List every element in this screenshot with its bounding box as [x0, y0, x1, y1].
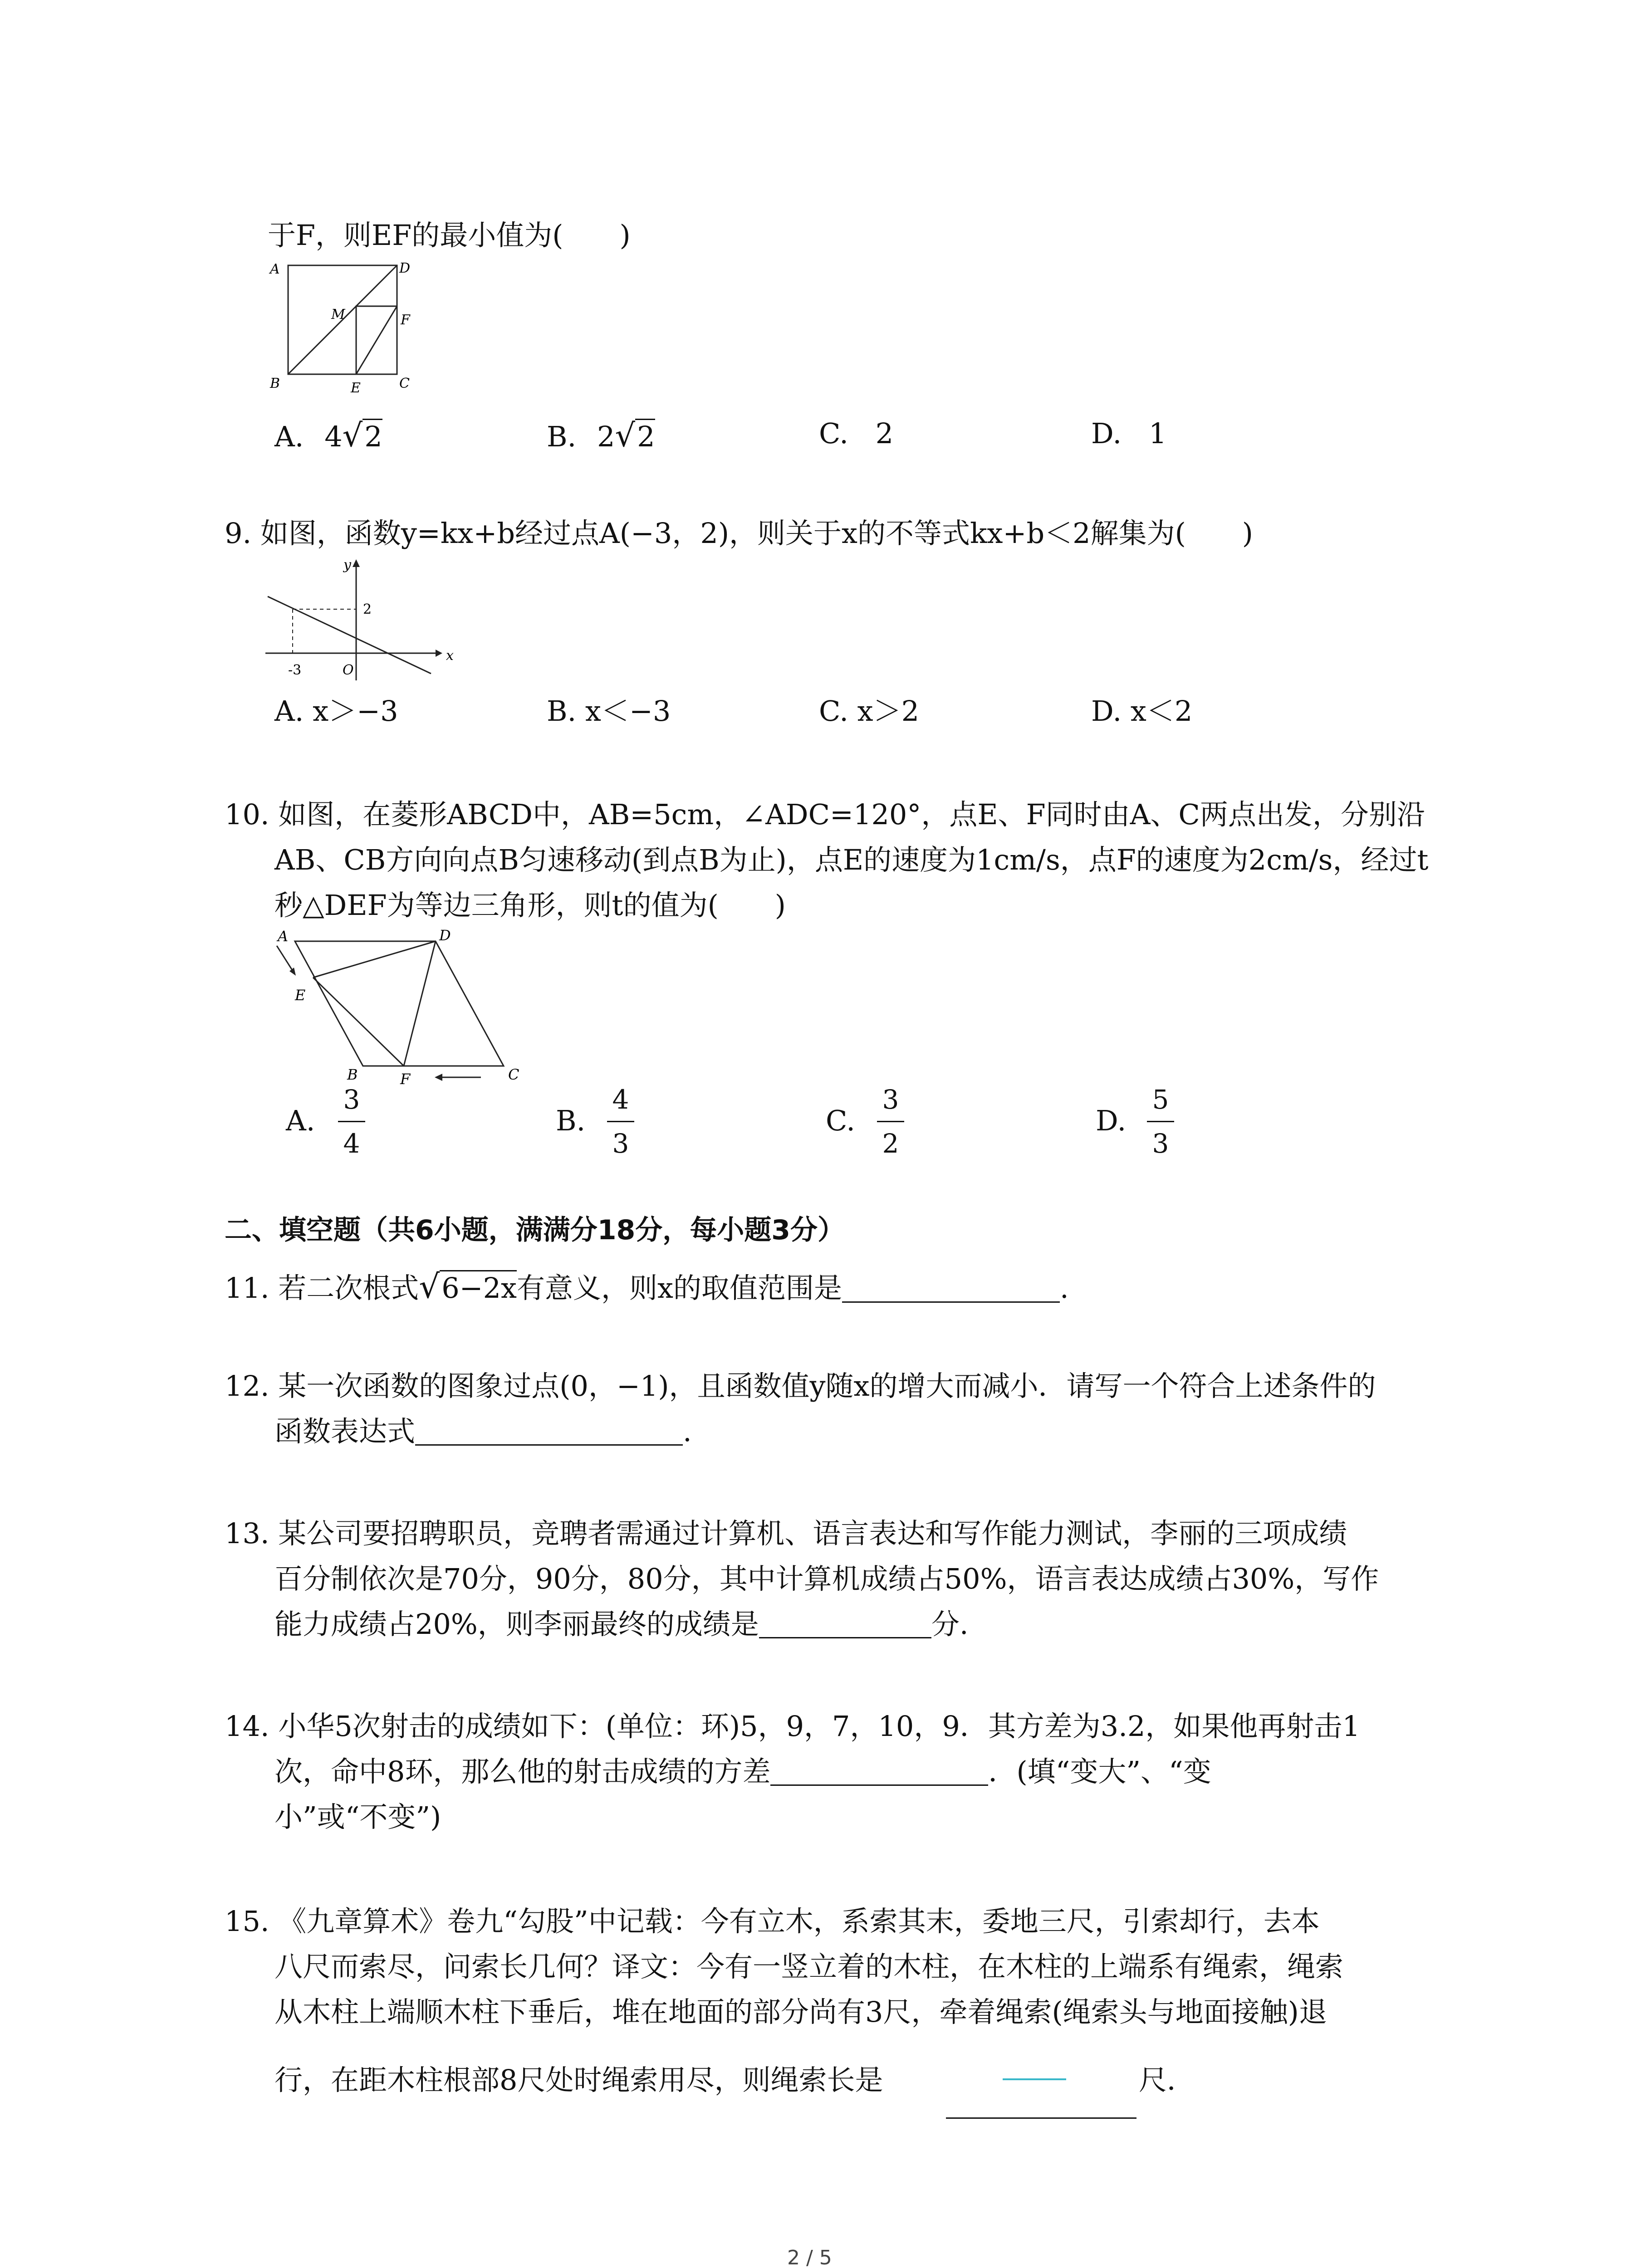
section-2-title: 二、填空题（共6小题，满满分18分，每小题3分）: [225, 1214, 845, 1246]
q13-line-3-text: 能力成绩占20%，则李丽最终的成绩是: [274, 1608, 759, 1641]
q10-option-b-numerator: 4: [612, 1084, 629, 1115]
q8-option-c[interactable]: [819, 417, 894, 450]
q9-option-b[interactable]: B. x＜−3: [547, 694, 671, 728]
q8-option-b-coef: 2: [597, 420, 615, 453]
q9-graph-figure: [261, 556, 460, 687]
q10-option-c-fraction[interactable]: [877, 1086, 904, 1157]
q12-end: .: [683, 1415, 692, 1448]
q13-line-2: 百分制依次是70分，90分，80分，其中计算机成绩占50%，语言表达成绩占30%，写作: [274, 1562, 1379, 1595]
q13-end: 分.: [931, 1608, 969, 1641]
q9-label-2: 2: [363, 601, 372, 617]
q10-option-d-label[interactable]: D.: [1096, 1104, 1127, 1137]
q11-suffix: 有意义，则x的取值范围是: [517, 1271, 842, 1305]
q10-label-b: B: [347, 1066, 358, 1083]
q8-option-a-coef: 4: [324, 420, 343, 453]
q8-option-a-radicand: 2: [362, 419, 382, 453]
q10-option-b-denominator: 3: [612, 1128, 629, 1159]
q9-option-d[interactable]: D. x＜2: [1091, 694, 1193, 728]
q10-line-2: AB、CB方向向点B匀速移动(到点B为止)，点E的速度为1cm/s，点F的速度为2cm/s，经过t: [274, 843, 1429, 876]
sqrt-icon: √: [342, 417, 363, 454]
q10-option-d-numerator: 5: [1152, 1084, 1169, 1115]
q11-radicand: 6−2x: [440, 1270, 517, 1305]
q15-line-4-end: 尺．: [1139, 2063, 1195, 2097]
q10-option-c-numerator: 3: [882, 1084, 899, 1115]
q8-label-f: F: [401, 312, 410, 328]
q10-label-c: C: [508, 1066, 519, 1083]
q14-line-1: 14. 小华5次射击的成绩如下：(单位：环)5，9，7，10，9．其方差为3.2，如果他再射击1: [225, 1710, 1360, 1743]
q10-option-a-label[interactable]: A.: [286, 1104, 315, 1137]
q8-option-d[interactable]: [1091, 417, 1167, 450]
fraction-bar: [1147, 1121, 1174, 1122]
q9-label-o: O: [343, 662, 354, 678]
q12-line-1: 12. 某一次函数的图象过点(0，−1)，且函数值y随x的增大而减小．请写一个符合上述条件的: [225, 1369, 1376, 1403]
q8-option-d-value: 1: [1148, 417, 1167, 450]
q8-option-a-label: A.: [274, 420, 304, 453]
q8-option-b-label: B.: [547, 420, 577, 453]
q14-line-2-end: ．(填“变大”、“变: [988, 1755, 1211, 1788]
q11-answer-blank[interactable]: [842, 1276, 1060, 1303]
q10-option-d-fraction[interactable]: [1147, 1086, 1174, 1157]
q10-rhombus-figure: [268, 928, 540, 1095]
q9-stem: 9. 如图，函数y=kx+b经过点A(−3，2)，则关于x的不等式kx+b＜2解集为( ): [225, 517, 1253, 550]
q8-label-b: B: [270, 376, 280, 391]
q14-line-2-text: 次，命中8环，那么他的射击成绩的方差: [274, 1755, 771, 1788]
q8-square-figure: [261, 256, 451, 401]
q8-label-e: E: [351, 380, 361, 396]
fraction-bar: [877, 1121, 904, 1122]
q12-answer-blank[interactable]: [415, 1419, 683, 1446]
q10-option-a-numerator: 3: [343, 1084, 360, 1115]
q15-line-4: 行，在距木柱根部8尺处时绳索用尽，则绳索长是: [274, 2063, 883, 2097]
q9-label-x: x: [446, 648, 454, 664]
q8-label-c: C: [399, 376, 410, 391]
q10-label-d: D: [439, 928, 451, 944]
q11-prefix: 11. 若二次根式: [225, 1271, 419, 1305]
q10-option-b-label[interactable]: B.: [556, 1104, 586, 1137]
q11-line: [225, 1267, 1069, 1305]
q15-line-3: 从木柱上端顺木柱下垂后，堆在地面的部分尚有3尺，牵着绳索(绳索头与地面接触)退: [274, 1995, 1327, 2028]
q8-option-c-value: 2: [875, 417, 894, 450]
q8-label-a: A: [270, 261, 280, 277]
q10-option-a-denominator: 4: [343, 1128, 360, 1159]
q10-line-3: 秒△DEF为等边三角形，则t的值为( ): [274, 889, 786, 922]
q10-option-c-denominator: 2: [882, 1128, 899, 1159]
q9-label-y: y: [343, 557, 351, 573]
q12-line-2: [274, 1415, 692, 1448]
q14-line-3: 小”或“不变”): [274, 1800, 441, 1833]
q13-answer-blank[interactable]: [759, 1612, 931, 1638]
q8-option-b-radicand: 2: [635, 419, 655, 453]
q15-cyan-mark: [1003, 2078, 1066, 2080]
q14-line-2: [274, 1755, 1211, 1788]
q8-option-a[interactable]: [274, 417, 382, 454]
q9-label-neg3: -3: [288, 662, 302, 678]
fraction-bar: [607, 1121, 634, 1122]
q9-option-c[interactable]: C. x＞2: [819, 694, 920, 728]
q9-option-a[interactable]: A. x＞−3: [274, 694, 398, 728]
q10-label-a: A: [278, 928, 289, 945]
q10-line-1: 10. 如图，在菱形ABCD中，AB=5cm，∠ADC=120°，点E、F同时由A、C两点出发，分别沿: [225, 798, 1425, 831]
q8-option-b[interactable]: [547, 417, 655, 454]
q10-option-d-denominator: 3: [1152, 1128, 1169, 1159]
page-number: 2 / 5: [787, 2246, 832, 2268]
sqrt-icon: √: [419, 1267, 440, 1305]
q8-option-d-label: D.: [1091, 417, 1122, 450]
q8-stem-tail: 于F，则EF的最小值为( ): [268, 219, 631, 252]
q10-label-e: E: [295, 987, 306, 1004]
q13-line-3: [274, 1608, 969, 1641]
q11-end: .: [1059, 1271, 1069, 1305]
q15-line-2: 八尺而索尽，问索长几何？译文：今有一竖立着的木柱，在木柱的上端系有绳索，绳索: [274, 1950, 1344, 1983]
q14-answer-blank[interactable]: [770, 1759, 988, 1786]
q13-line-1: 13. 某公司要招聘职员，竞聘者需通过计算机、语言表达和写作能力测试，李丽的三项成绩: [225, 1517, 1347, 1550]
q10-option-b-fraction[interactable]: [607, 1086, 634, 1157]
q8-label-d: D: [399, 260, 411, 276]
fraction-bar: [338, 1121, 365, 1122]
q8-label-m: M: [331, 307, 345, 323]
q8-option-c-label: C.: [819, 417, 848, 450]
q12-line-2-text: 函数表达式: [274, 1415, 416, 1448]
q10-label-f: F: [400, 1070, 411, 1088]
q10-option-a-fraction[interactable]: [338, 1086, 365, 1157]
q15-answer-blank[interactable]: [946, 2117, 1136, 2119]
sqrt-icon: √: [615, 417, 636, 454]
q10-option-c-label[interactable]: C.: [826, 1104, 855, 1137]
q15-line-1: 15. 《九章算术》卷九“勾股”中记载：今有立木，系索其末，委地三尺，引索却行，去本: [225, 1905, 1320, 1938]
